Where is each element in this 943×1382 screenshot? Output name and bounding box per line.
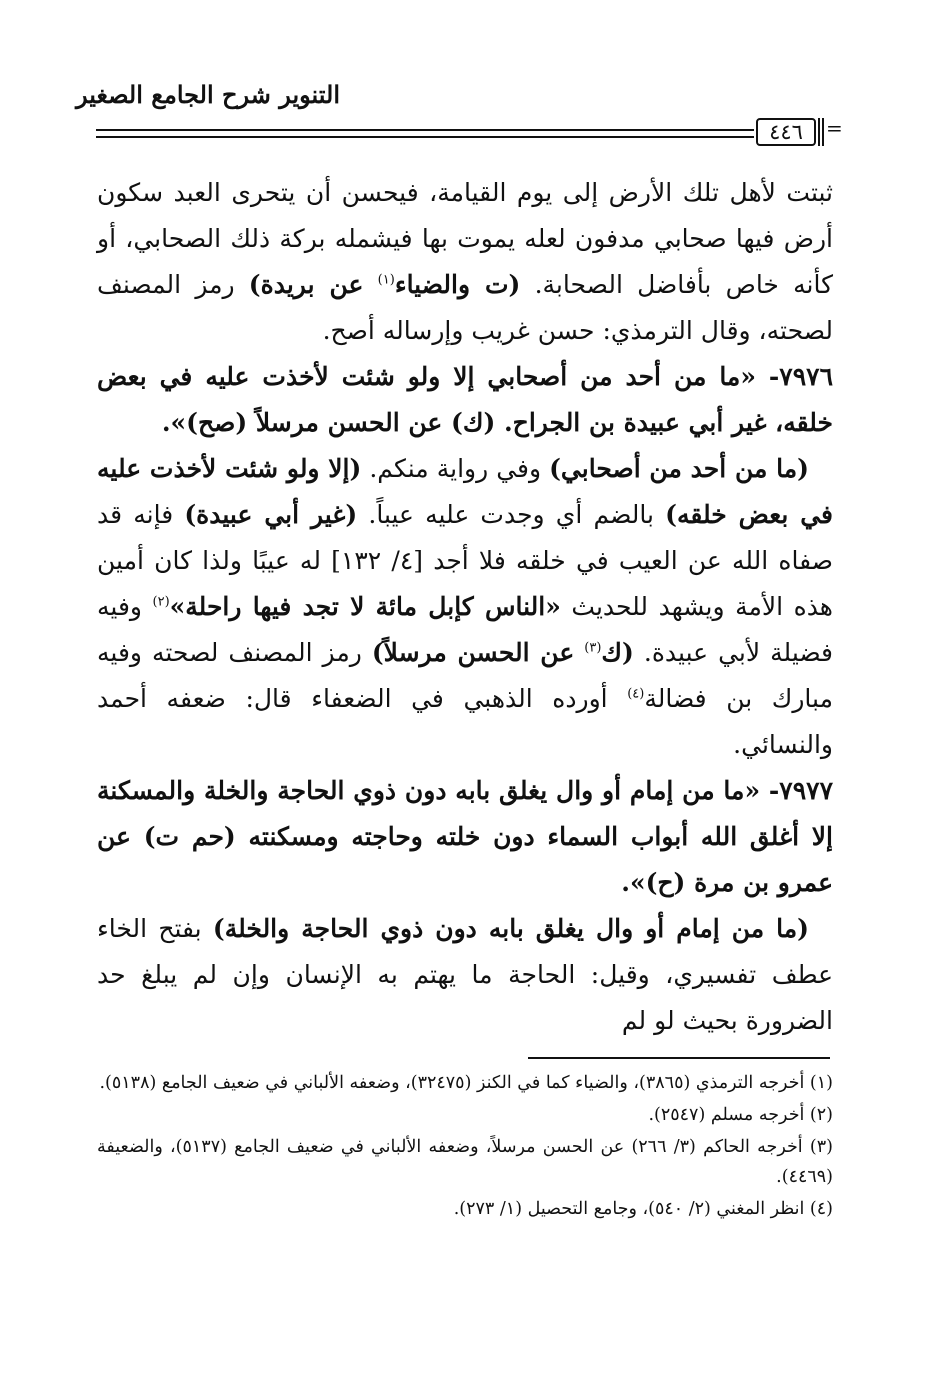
source-ref: (ت والضياء (394, 270, 521, 299)
footnote-ref: (١) (377, 272, 395, 288)
footnote-3: (٣) أخرجه الحاكم (٣/ ٢٦٦) عن الحسن مرسلاً، وضعفه الألباني في ضعيف الجامع (٥١٣٧)، والضعيفة (٤٤٦٩). (97, 1137, 833, 1187)
quoted-term: (غير أبي عبيدة) (184, 500, 358, 529)
text-run: رمز المصنف لصحته، وقال الترمذي: حسن غريب وإرساله أصح. (97, 270, 833, 345)
quoted-hadith: «الناس كإبل مائة لا تجد فيها راحلة» (169, 592, 561, 621)
page-number-ornament (818, 118, 824, 146)
quoted-term: (ما من إمام أو وال يغلق بابه دون ذوي الحاجة والخلة) (212, 914, 809, 943)
text-run: فإنه قد صفاه الله عن العيب في خلقه فلا أجد [٤/ ١٣٢] له عيبًا ولذا كان أمين هذه الأمة ويشهد للحديث (97, 500, 833, 621)
footnote-ref: (٤) (627, 686, 645, 702)
text-run: بالضم أي وجدت عليه عيباً. (368, 500, 654, 529)
source-ref: عن الحسن مرسلاً) (371, 638, 575, 667)
footnote-separator (528, 1057, 830, 1059)
source-ref: عن بريدة) (248, 270, 364, 299)
footnote-1: (١) أخرجه الترمذي (٣٨٦٥)، والضياء كما في الكنز (٣٢٤٧٥)، وضعفه الألباني في ضعيف الجامع (٥١٣٨). (99, 1073, 833, 1093)
main-text (97, 170, 833, 1044)
header-rule (96, 129, 754, 131)
footnote-4: (٤) انظر المغني (٢/ ٥٤٠)، وجامع التحصيل (١/ ٢٧٣). (453, 1199, 833, 1219)
text-run: ثبتت لأهل تلك الأرض إلى يوم القيامة، فيحسن أن يتحرى العبد سكون أرض فيها صحابي مدفون لعله يموت بها فيشمله بركة ذلك الصحابي، أو كأنه خاص بأفاضل الصحابة. (97, 178, 833, 299)
text-run: أورده الذهبي في الضعفاء قال: ضعفه أحمد والنسائي. (97, 684, 833, 759)
text-run: وفيه فضيلة لأبي عبيدة. (97, 592, 834, 667)
paragraph-3 (97, 906, 833, 1044)
header-rule-thin (96, 136, 754, 138)
running-header-title: التنوير شرح الجامع الصغير (76, 80, 340, 109)
source-ref: (ك (601, 638, 634, 667)
footnote-ref: (٢) (152, 594, 170, 610)
paragraph-2 (97, 446, 833, 768)
hadith-7976: ٧٩٧٦- «ما من أحد من أصحابي إلا ولو شئت لأخذت عليه في بعض خلقه، غير أبي عبيدة بن الجراح. (ك) عن الحسن مرسلاً (صح)». (97, 362, 833, 437)
text-run: رمز المصنف لصحته وفيه مبارك بن فضالة (97, 638, 833, 713)
footnotes (97, 1068, 833, 1226)
text-run: وفي رواية منكم. (369, 454, 542, 483)
footnote-ref: (٣) (584, 640, 602, 656)
quoted-term: (إلا ولو شئت لأخذت عليه في بعض خلقه) (97, 454, 834, 529)
page-number: ٤٤٦ (756, 118, 816, 146)
hadith-7977: ٧٩٧٧- «ما من إمام أو وال يغلق بابه دون ذوي الحاجة والخلة والمسكنة إلا أغلق الله أبواب السماء دون خلته وحاجته ومسكنته (حم ت) عن عمرو بن مرة (ح)». (97, 776, 833, 897)
text-run: بفتح الخاء عطف تفسيري، وقيل: الحاجة ما يهتم به الإنسان وإن لم يبلغ حد الضرورة بحيث لو لم (97, 914, 833, 1035)
page-number-marker: = (826, 116, 843, 140)
paragraph-1 (97, 170, 833, 354)
quoted-term: (ما من أحد من أصحابي) (549, 454, 809, 483)
footnote-2: (٢) أخرجه مسلم (٢٥٤٧). (648, 1105, 833, 1125)
